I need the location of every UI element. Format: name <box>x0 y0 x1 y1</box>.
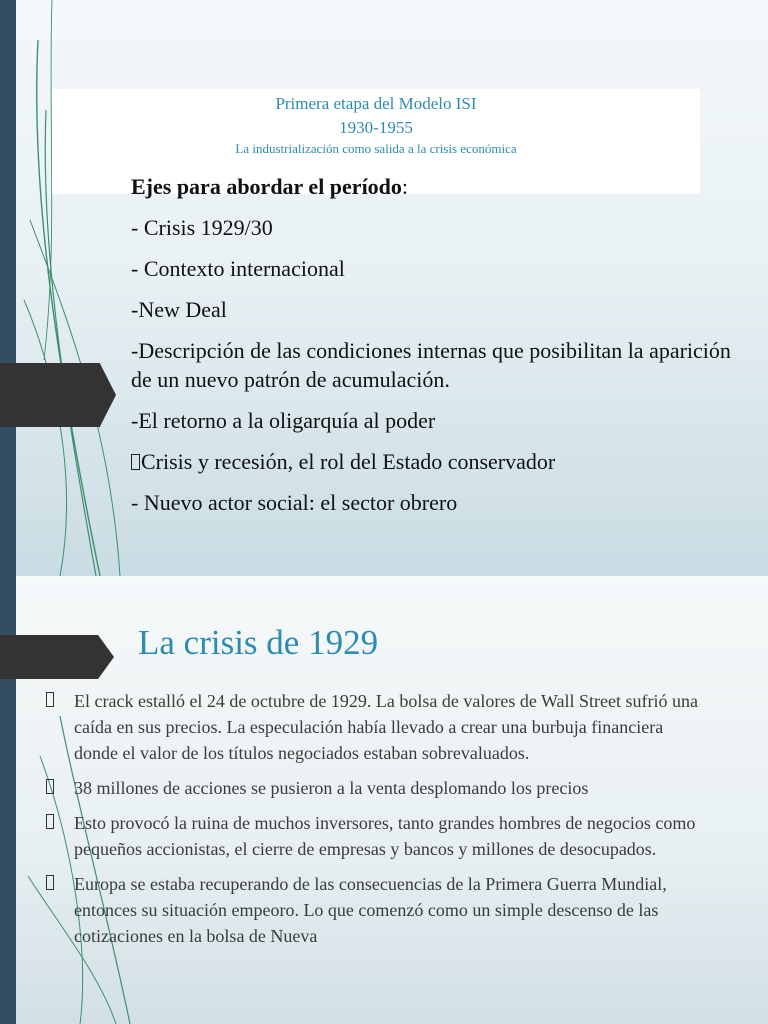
axes-list <box>131 172 741 529</box>
decorative-lines <box>0 0 140 576</box>
list-item-text: Europa se estaba recuperando de las consecuencias de la Primera Guerra Mundial, entonces su situación empeoro. Lo que comenzó como un simple descenso de las cotizaciones en la bolsa de Nueva <box>74 874 667 946</box>
axes-item: - Contexto internacional <box>131 256 345 281</box>
list-item-text: El crack estalló el 24 de octubre de 1929. La bolsa de valores de Wall Street sufrió una caída en sus precios. La especulación había llevado a crear una burbuja financiera donde el valor de los títulos negociados estaban sobrevaluados. <box>74 691 699 763</box>
slide-title: La crisis de 1929 <box>138 623 379 662</box>
axes-heading-colon: : <box>401 174 409 199</box>
axes-item <box>131 447 741 476</box>
arrow-tag <box>0 363 116 427</box>
arrow-tag <box>0 635 114 679</box>
missing-glyph-icon <box>131 454 140 470</box>
bullet-icon <box>46 779 54 794</box>
axes-item: -New Deal <box>131 297 227 322</box>
bullet-icon <box>46 875 54 890</box>
list-item <box>45 871 705 949</box>
axes-item-text: Crisis y recesión, el rol del Estado conservador <box>141 449 556 474</box>
axes-heading-bold: Ejes para abordar el período <box>131 174 402 199</box>
title-line-2: 1930-1955 <box>339 118 413 137</box>
axes-heading <box>131 172 741 201</box>
slide-2 <box>0 576 768 1024</box>
bullet-icon <box>46 814 54 829</box>
bullet-list <box>45 688 705 958</box>
list-item-text: 38 millones de acciones se pusieron a la venta desplomando los precios <box>74 778 589 798</box>
axes-item: -El retorno a la oligarquía al poder <box>131 408 436 433</box>
title-line-3: La industrialización como salida a la crisis económica <box>235 141 517 156</box>
axes-item: - Nuevo actor social: el sector obrero <box>131 490 458 515</box>
title-line-1: Primera etapa del Modelo ISI <box>275 94 477 113</box>
list-item <box>45 775 705 801</box>
list-item-text: Esto provocó la ruina de muchos inversores, tanto grandes hombres de negocios como pequeños accionistas, el cierre de empresas y bancos y millones de desocupados. <box>74 813 696 859</box>
bullet-icon <box>46 692 54 707</box>
axes-item: - Crisis 1929/30 <box>131 215 273 240</box>
list-item <box>45 688 705 766</box>
list-item <box>45 810 705 862</box>
axes-item: -Descripción de las condiciones internas que posibilitan la aparición de un nuevo patrón de acumulación. <box>131 338 731 392</box>
